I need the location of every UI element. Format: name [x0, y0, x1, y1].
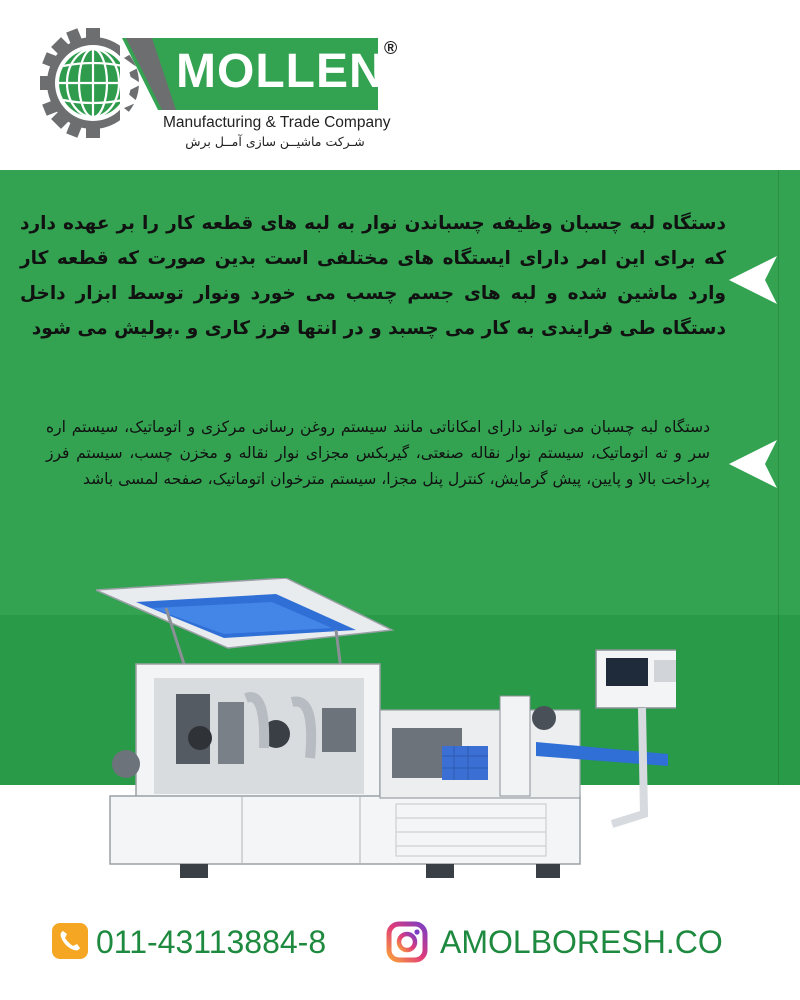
description-paragraph-2: دستگاه لبه چسبان می تواند دارای امکاناتی مانند سیستم روغن رسانی مرکزی و اتوماتیک، سیستم اره سر و ته اتوماتیک، سیستم نوار نقاله صنعتی، گیربکس مجزای نوار نقاله و مخزن چسب، سیستم فرز پرداخت بالا و پایین، پیش گرمایش، کنترل پنل مجزا، سیستم مترخوان اتوماتیک، صفحه لمسی باشد [46, 418, 710, 488]
instagram-icon [386, 921, 428, 963]
chevron-left-icon [727, 438, 779, 490]
phone-number[interactable]: 011-43113884-8 [96, 924, 327, 960]
brand-tagline: Manufacturing & Trade Company [163, 114, 391, 131]
description-paragraph-1: دستگاه لبه چسبان وظیفه چسباندن نوار به لبه های قطعه کار را بر عهده دارد که برای این امر دارای ایستگاه های مختلفی است بدین صورت که قطعه کار وارد ماشین شده و لبه های جسم چسب می خورد ونوار توسط ابزار داخل دستگاه طی فرایندی به کار می چسبد و در انتها فرز کاری و .پولیش می شود [20, 213, 726, 339]
chevron-left-icon [727, 254, 779, 306]
edge-banding-machine-image [96, 578, 676, 898]
brand-tagline-persian: شـرکت ماشیــن سازی آمــل برش [185, 134, 365, 149]
brand-name: MOLLEN [176, 45, 385, 98]
phone-icon [52, 923, 88, 959]
registered-mark: ® [384, 38, 398, 58]
instagram-handle[interactable]: AMOLBORESH.CO [440, 924, 723, 960]
